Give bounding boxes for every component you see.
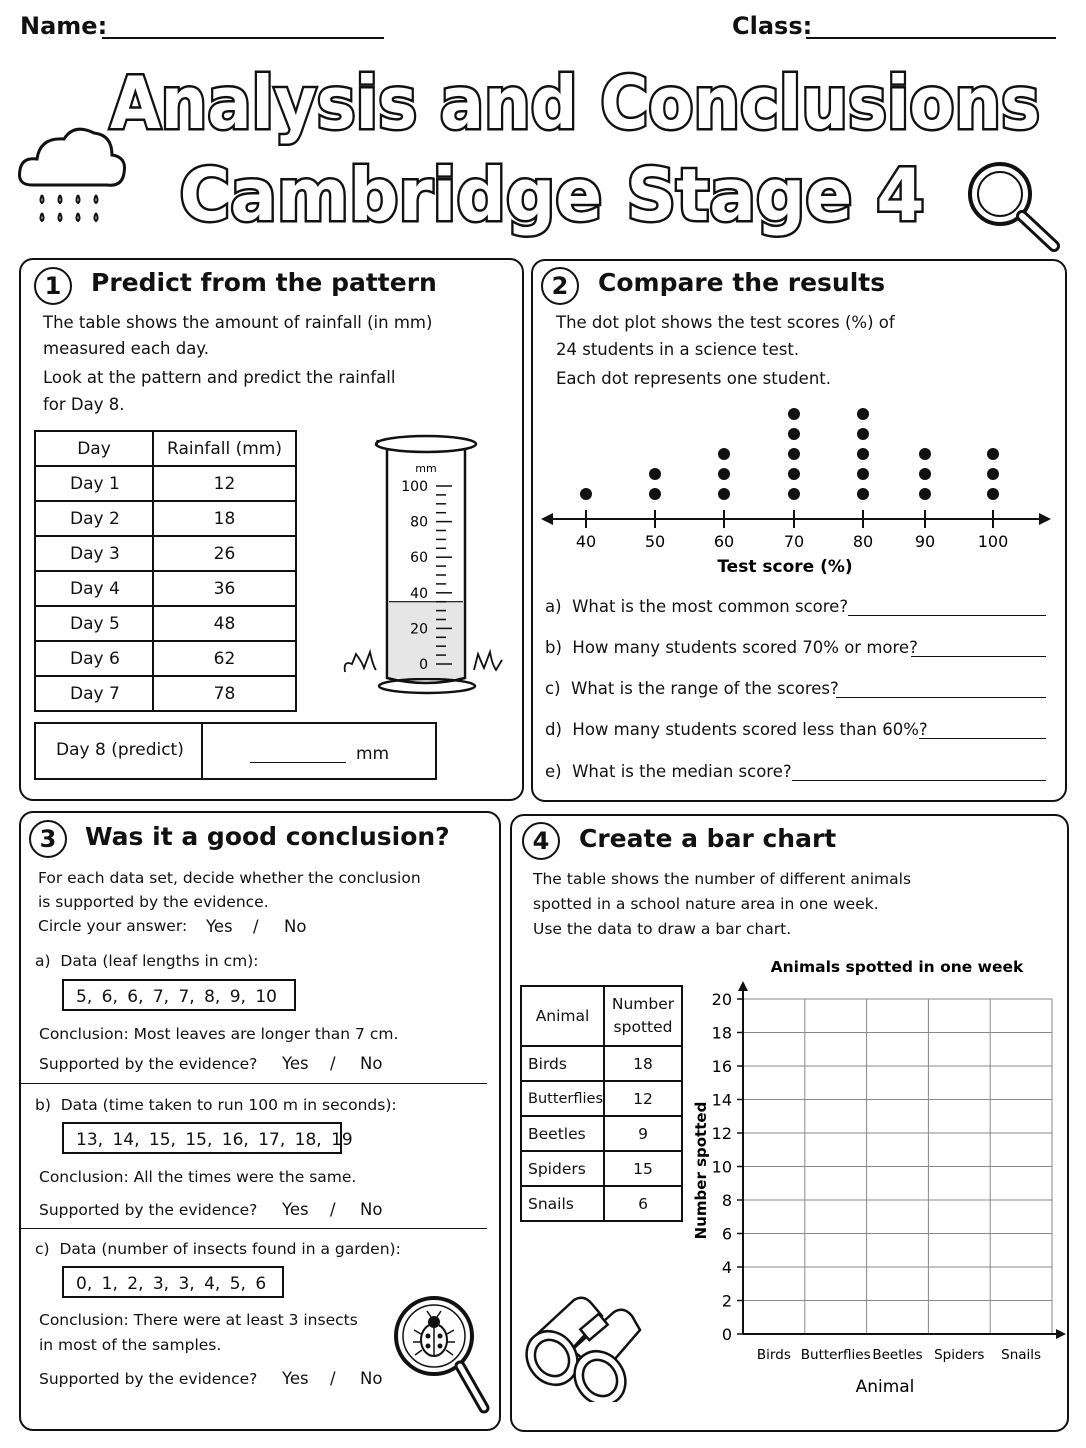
q3a-no[interactable]: No (360, 1054, 383, 1073)
table-row (35, 466, 296, 501)
class-field[interactable] (806, 37, 1056, 39)
gauge-tick-label: 40 (410, 585, 428, 602)
number-cell: 12 (604, 1081, 682, 1116)
predict-box (34, 722, 437, 780)
dot-plot-dot (788, 428, 800, 440)
answer-line-b[interactable] (911, 656, 1046, 657)
rain-cell: 36 (153, 571, 296, 606)
table-row (35, 501, 296, 536)
q4-intro-3: Use the data to draw a bar chart. (533, 920, 792, 938)
day-cell: Day 3 (35, 536, 153, 571)
dot-plot-tick-label: 90 (914, 532, 936, 551)
bar-chart-category-label: Butterflies (800, 1347, 871, 1363)
q2-letter: b) (545, 638, 562, 657)
dot-plot-dot (857, 428, 869, 440)
col-animal: Animal (521, 986, 604, 1046)
number-cell: 18 (604, 1046, 682, 1081)
animal-cell: Spiders (521, 1151, 604, 1186)
bar-chart-y-arrow (738, 981, 748, 991)
ladybug-magnifier-icon (390, 1292, 495, 1420)
q2-number: 2 (541, 267, 579, 305)
q4-title: Create a bar chart (579, 824, 837, 853)
dot-plot (531, 395, 1067, 585)
gauge-tick-label: 100 (401, 479, 428, 495)
title-line1: Analysis and Conclusions (110, 61, 1040, 145)
q2-question-text: What is the range of the scores? (571, 679, 839, 698)
animal-cell: Beetles (521, 1116, 604, 1151)
answer-line-d[interactable] (919, 738, 1046, 739)
bar-chart-category-label: Snails (1001, 1347, 1042, 1363)
bar-chart-category-label: Birds (756, 1347, 791, 1363)
rain-cloud-icon (12, 115, 132, 235)
q2-question-text: How many students scored less than 60%? (572, 720, 928, 739)
q3b-slash: / (330, 1200, 336, 1219)
dot-plot-tick-label: 70 (783, 532, 805, 551)
q3-desc-text: Data (time taken to run 100 m in seconds): (60, 1096, 397, 1114)
q3c-conclusion-2: in most of the samples. (39, 1336, 222, 1354)
magnifier-icon (962, 160, 1066, 254)
name-label: Name: (20, 12, 108, 40)
q4-intro-2: spotted in a school nature area in one week. (533, 895, 879, 913)
animals-table (520, 985, 683, 1222)
dot-plot-dot (718, 448, 730, 460)
dot-plot-dot (857, 468, 869, 480)
q2-letter: a) (545, 597, 562, 616)
q3c-conclusion-1: Conclusion: There were at least 3 insects (39, 1311, 358, 1329)
table-row (35, 676, 296, 711)
q2-question-text: How many students scored 70% or more? (572, 638, 918, 657)
q2-question-text: What is the most common score? (572, 597, 849, 616)
rain-cell: 78 (153, 676, 296, 711)
table-row (521, 1046, 682, 1081)
rainfall-table (34, 430, 297, 712)
q4-intro-1: The table shows the number of different animals (533, 870, 912, 888)
q3a-yes[interactable]: Yes (282, 1054, 309, 1073)
bar-chart-ytick-label: 14 (711, 1090, 732, 1110)
rain-gauge-icon (340, 432, 510, 697)
dot-plot-tick-label: 50 (644, 532, 666, 551)
q3c-slash: / (330, 1369, 336, 1388)
col-rainfall: Rainfall (mm) (153, 431, 296, 466)
q4-number: 4 (522, 822, 560, 860)
bar-chart-grid[interactable] (680, 950, 1066, 1405)
col-number-line2: spotted (613, 1018, 673, 1036)
predict-label: Day 8 (predict) (56, 740, 184, 760)
binoculars-icon (522, 1282, 652, 1402)
q2-intro-3: Each dot represents one student. (556, 369, 831, 388)
animal-cell: Birds (521, 1046, 604, 1081)
dot-plot-dot (580, 488, 592, 500)
dot-plot-dot (857, 448, 869, 460)
dot-plot-tick-label: 100 (977, 532, 1009, 551)
rain-cell: 26 (153, 536, 296, 571)
dot-plot-dot (788, 408, 800, 420)
col-number (604, 986, 682, 1046)
bar-chart-ytick-label: 6 (721, 1224, 732, 1244)
dot-plot-dot (788, 448, 800, 460)
q3c-desc (35, 1236, 401, 1262)
q3-letter: b) (35, 1096, 51, 1114)
bar-chart-ytick-label: 12 (711, 1124, 732, 1143)
rain-cell: 62 (153, 641, 296, 676)
q3-intro-2: is supported by the evidence. (38, 893, 269, 911)
col-number-line1: Number (611, 995, 675, 1013)
number-cell: 9 (604, 1116, 682, 1151)
dot-plot-dot (649, 488, 661, 500)
predict-answer-field[interactable] (250, 762, 346, 763)
rain-cell: 48 (153, 606, 296, 641)
day-cell: Day 5 (35, 606, 153, 641)
circle-slash: / (253, 917, 259, 936)
dot-plot-dot (718, 468, 730, 480)
q2-question-e (545, 759, 792, 785)
q3b-yes[interactable]: Yes (282, 1200, 309, 1219)
q3b-conclusion: Conclusion: All the times were the same. (39, 1168, 357, 1186)
gauge-unit: mm (415, 462, 437, 475)
dot-plot-dot (788, 488, 800, 500)
q2-question-a (545, 594, 848, 620)
q3-letter: a) (35, 952, 51, 970)
dot-plot-dot (788, 468, 800, 480)
bar-chart-ytick-label: 4 (721, 1258, 732, 1277)
q3c-supported-label: Supported by the evidence? (39, 1370, 258, 1388)
dot-plot-dot (987, 488, 999, 500)
bar-chart-category-label: Beetles (872, 1347, 923, 1363)
q2-question-c (545, 676, 839, 702)
gauge-tick-label: 60 (410, 550, 428, 567)
dot-plot-tick-label: 40 (575, 532, 597, 551)
number-cell: 15 (604, 1151, 682, 1186)
day-cell: Day 1 (35, 466, 153, 501)
circle-no: No (284, 917, 307, 936)
animal-cell: Butterflies (521, 1081, 604, 1116)
q1-intro-1: The table shows the amount of rainfall (in mm) (43, 313, 433, 332)
q3a-supported-label: Supported by the evidence? (39, 1055, 258, 1073)
table-row (35, 606, 296, 641)
dot-plot-dot (857, 488, 869, 500)
q3a-desc (35, 948, 258, 974)
q2-intro-2: 24 students in a science test. (556, 340, 800, 359)
q2-letter: e) (545, 762, 562, 781)
bar-chart-title: Animals spotted in one week (770, 958, 1024, 976)
day-cell: Day 2 (35, 501, 153, 536)
circle-yes: Yes (206, 917, 233, 936)
grass-icon (474, 652, 502, 670)
q3-divider (21, 1083, 487, 1084)
bar-chart-ylabel: Number spotted (692, 1101, 710, 1240)
q1-intro-2: measured each day. (43, 339, 209, 358)
table-row (35, 571, 296, 606)
day-cell: Day 4 (35, 571, 153, 606)
predict-unit: mm (356, 744, 390, 764)
q3c-no[interactable]: No (360, 1369, 383, 1388)
dot-plot-dot (649, 468, 661, 480)
q3b-desc (35, 1092, 397, 1118)
q2-letter: c) (545, 679, 561, 698)
dot-plot-dot (919, 468, 931, 480)
q3b-data-box: 13, 14, 15, 15, 16, 17, 18, 19 (62, 1122, 342, 1154)
q3a-slash: / (330, 1054, 336, 1073)
q1-title: Predict from the pattern (91, 268, 437, 297)
bar-chart-ytick-label: 8 (721, 1191, 732, 1210)
dot-plot-tick-label: 60 (713, 532, 735, 551)
q3c-yes[interactable]: Yes (282, 1369, 309, 1388)
title-line2: Cambridge Stage 4 (179, 153, 925, 237)
q1-intro-3: Look at the pattern and predict the rainfall (43, 368, 396, 387)
q3-desc-text: Data (leaf lengths in cm): (60, 952, 259, 970)
q1-intro-4: for Day 8. (43, 395, 125, 414)
q2-question-text: What is the median score? (572, 762, 792, 781)
table-row (521, 1151, 682, 1186)
day-cell: Day 7 (35, 676, 153, 711)
table-row (35, 641, 296, 676)
q2-question-b (545, 635, 918, 661)
name-field[interactable] (102, 37, 384, 39)
day-cell: Day 6 (35, 641, 153, 676)
dot-plot-dot (718, 488, 730, 500)
q3c-data-box: 0, 1, 2, 3, 3, 4, 5, 6 (62, 1266, 284, 1298)
q3-letter: c) (35, 1240, 50, 1258)
class-label: Class: (732, 12, 813, 40)
dot-plot-dot (919, 448, 931, 460)
rain-cell: 18 (153, 501, 296, 536)
dot-plot-dot (857, 408, 869, 420)
dot-plot-dot (987, 468, 999, 480)
grass-icon (345, 652, 376, 672)
q3a-conclusion: Conclusion: Most leaves are longer than 7 cm. (39, 1025, 399, 1043)
q3-desc-text: Data (number of insects found in a garden): (59, 1240, 401, 1258)
q3a-data-box: 5, 6, 6, 7, 7, 8, 9, 10 (62, 979, 296, 1011)
q3-intro-1: For each data set, decide whether the conclusion (38, 869, 421, 887)
bar-chart-ytick-label: 10 (711, 1157, 732, 1177)
gauge-tick-label: 0 (419, 657, 428, 673)
table-row (521, 1081, 682, 1116)
q2-question-d (545, 717, 928, 743)
bar-chart-category-label: Spiders (934, 1347, 985, 1363)
dot-plot-tick-label: 80 (852, 532, 874, 551)
rain-cell: 12 (153, 466, 296, 501)
animal-cell: Snails (521, 1186, 604, 1221)
answer-line-c[interactable] (836, 697, 1046, 698)
bar-chart-ytick-label: 2 (721, 1291, 732, 1311)
bar-chart-xlabel: Animal (855, 1377, 915, 1397)
q2-intro-1: The dot plot shows the test scores (%) of (556, 313, 895, 332)
q3-divider (21, 1228, 487, 1229)
q3b-supported-label: Supported by the evidence? (39, 1201, 258, 1219)
q3-number: 3 (29, 820, 67, 858)
circle-label: Circle your answer: (38, 917, 188, 935)
number-cell: 6 (604, 1186, 682, 1221)
bar-chart-ytick-label: 20 (711, 990, 732, 1009)
answer-line-a[interactable] (848, 615, 1046, 616)
bar-chart-ytick-label: 16 (711, 1057, 732, 1076)
col-day: Day (35, 431, 153, 466)
table-row (521, 1186, 682, 1221)
q2-title: Compare the results (598, 268, 886, 297)
table-row (35, 536, 296, 571)
gauge-tick-label: 20 (410, 621, 428, 638)
q2-letter: d) (545, 720, 562, 739)
page-title (0, 50, 1086, 240)
q3-title: Was it a good conclusion? (85, 822, 450, 851)
dot-plot-axis-label: Test score (%) (717, 557, 853, 577)
bar-chart-ytick-label: 18 (711, 1023, 732, 1043)
bar-chart-x-arrow (1056, 1329, 1066, 1339)
q1-number: 1 (34, 267, 72, 305)
dot-plot-dot (987, 448, 999, 460)
answer-line-e[interactable] (792, 780, 1046, 781)
table-row (521, 1116, 682, 1151)
bar-chart-ytick-label: 0 (721, 1325, 732, 1344)
gauge-tick-label: 80 (410, 514, 428, 531)
dot-plot-dot (919, 488, 931, 500)
q3b-no[interactable]: No (360, 1200, 383, 1219)
